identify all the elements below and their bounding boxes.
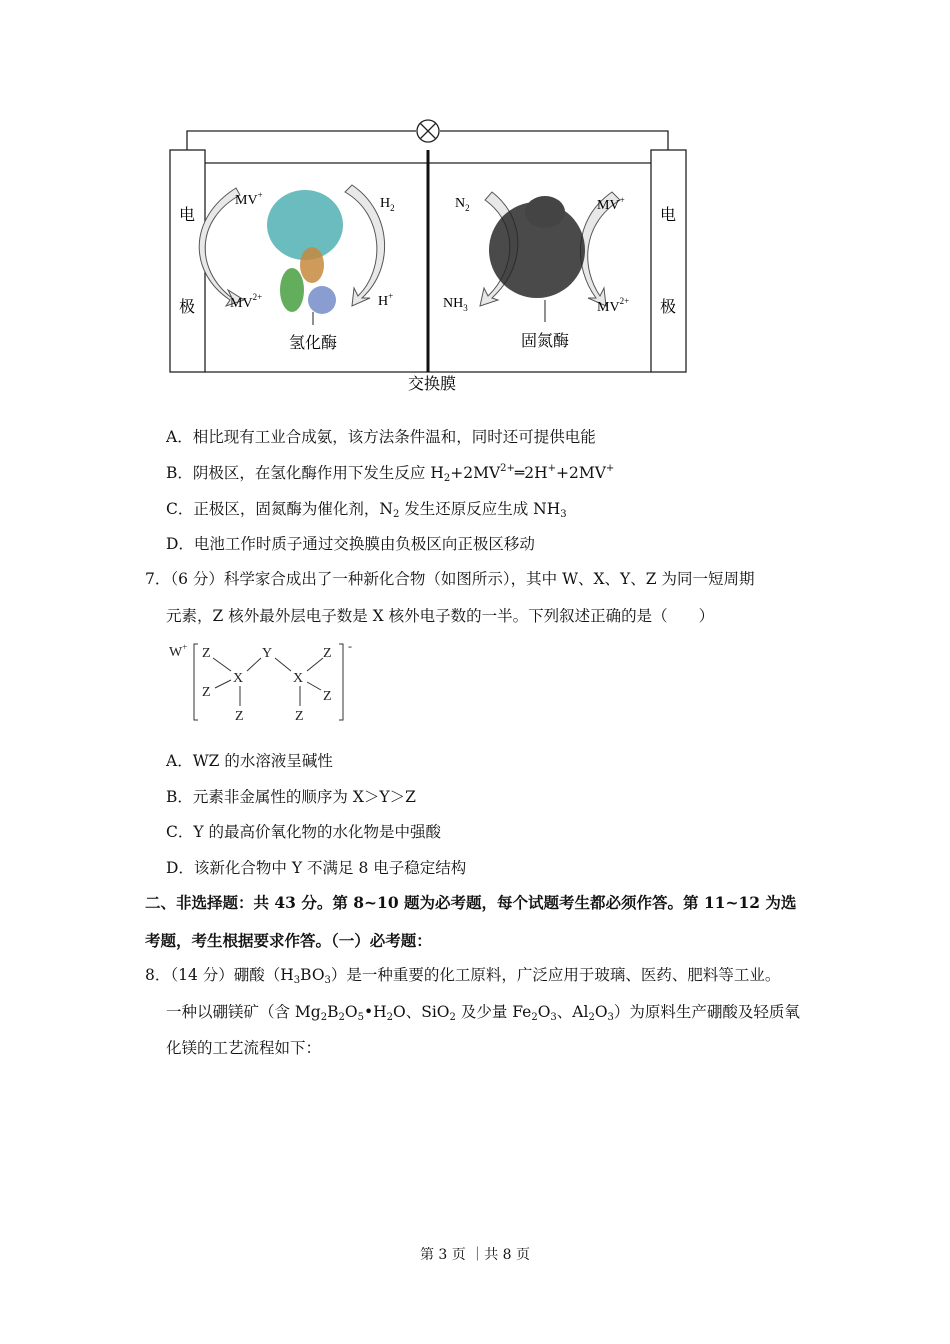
q6-option-d [166, 534, 535, 554]
text-run: D．电池工作时质子通过交换膜由负极区向正极区移动 [166, 535, 535, 553]
q7-option-d [166, 858, 466, 878]
q7-option-b [166, 787, 416, 807]
wire-left [187, 131, 416, 150]
text-run: D．该新化合物中 Y 不满足 8 电子稳定结构 [166, 859, 467, 877]
electrode-left [170, 150, 205, 372]
svg-text:Z: Z [323, 646, 332, 661]
q8-stem-line2 [166, 1002, 800, 1022]
text-run: B．阴极区，在氢化酶作用下发生反应 H [166, 464, 444, 482]
wire-right [440, 131, 668, 150]
page-footer: 第 3 页 ｜共 8 页 [419, 1247, 531, 1263]
text-run: ═2H [514, 464, 548, 482]
electrode-right [651, 150, 686, 372]
subscript: 5 [357, 1012, 364, 1023]
text-run: O、SiO [393, 1003, 450, 1021]
text-run: 发生还原反应生成 NH [399, 500, 561, 518]
subscript: 3 [607, 1012, 614, 1023]
subscript: 3 [550, 1012, 557, 1023]
subscript: 2 [588, 1012, 595, 1023]
svg-text:Z: Z [235, 709, 244, 724]
subscript: 3 [324, 975, 331, 986]
text-run: O [537, 1003, 551, 1021]
label-mv-2plus-right: $MV^{2+}$ [597, 296, 630, 315]
svg-text:Z: Z [202, 685, 211, 700]
text-run: B [327, 1003, 339, 1021]
subscript: 2 [338, 1012, 345, 1023]
label-h2: $H_2$ [380, 196, 395, 213]
hydrogenase-enzyme-image [267, 190, 343, 325]
text-run: O [344, 1003, 358, 1021]
section2-heading-line1 [145, 893, 796, 913]
subscript: 3 [560, 509, 567, 520]
label-mv-plus-right: MV+ [597, 195, 625, 213]
subscript: 2 [449, 1012, 456, 1023]
text-run: BO [300, 966, 325, 984]
svg-text:X: X [293, 671, 304, 686]
text-run: 7．（6 分）科学家合成出了一种新化合物（如图所示），其中 W、X、Y、Z 为同一短周期 [145, 570, 755, 588]
svg-text:Y: Y [262, 646, 273, 661]
superscript: + [547, 463, 556, 474]
subscript: 2 [386, 1012, 394, 1023]
text-run: 一种以硼镁矿（含 Mg [166, 1003, 321, 1021]
text-run: O [594, 1003, 608, 1021]
subscript: 2 [392, 509, 400, 520]
text-run: C．正极区，固氮酶为催化剂，N [166, 500, 393, 518]
hydrogenase-label: 氢化酶 [288, 335, 338, 352]
q8-stem-line1 [145, 965, 780, 985]
membrane-label: 交换膜 [407, 376, 457, 393]
subscript: 2 [443, 473, 451, 484]
label-n2: $N_2$ [455, 196, 470, 213]
svg-text:W+: W+ [169, 642, 188, 660]
svg-text:Z: Z [323, 689, 332, 704]
text-run: ）是一种重要的化工原料，广泛应用于玻璃、医药、肥料等工业。 [330, 966, 781, 984]
superscript: 2+ [500, 463, 515, 474]
text-run: 化镁的工艺流程如下： [166, 1039, 322, 1057]
electrode-left-char2: 极 [178, 299, 196, 316]
text-run: 考题，考生根据要求作答。（一）必考题： [145, 931, 432, 950]
q6-option-a [166, 427, 596, 447]
svg-text:Z: Z [295, 709, 304, 724]
svg-text:X: X [233, 671, 244, 686]
svg-text:-: - [348, 639, 352, 653]
bulb-icon [417, 120, 439, 142]
q7-option-c [166, 822, 441, 842]
text-run: +2MV [556, 464, 606, 482]
text-run: A．WZ 的水溶液呈碱性 [166, 752, 333, 770]
text-run: 二、非选择题：共 43 分。第 8~10 题为必考题，每个试题考生都必须作答。第 11~12 为选 [145, 893, 797, 912]
label-mv-2plus-left: $MV^{2+}$ [230, 292, 263, 311]
text-run: +2MV [450, 464, 501, 482]
text-run: A．相比现有工业合成氨，该方法条件温和，同时还可提供电能 [166, 428, 596, 446]
q6-option-c [166, 499, 567, 519]
text-run: ）为原料生产硼酸及轻质氧 [613, 1003, 800, 1021]
label-nh3: $NH_3$ [443, 296, 468, 313]
text-run: 8．（14 分）硼酸（H [145, 966, 294, 984]
electrode-left-char1: 电 [178, 207, 196, 224]
superscript: + [605, 463, 615, 474]
q8-stem-line3 [166, 1038, 321, 1058]
electrode-right-char1: 电 [659, 207, 677, 224]
nitrogenase-label: 固氮酶 [520, 333, 570, 350]
svg-text:Z: Z [202, 646, 211, 661]
label-h-plus: H+ [378, 291, 394, 309]
text-run: C．Y 的最高价氧化物的水化物是中强酸 [166, 823, 442, 841]
text-run: •H [363, 1003, 387, 1021]
section2-heading-line2 [145, 931, 432, 951]
subscript: 2 [320, 1012, 328, 1023]
battery-diagram [0, 0, 950, 400]
text-run: 、Al [556, 1003, 589, 1021]
subscript: 2 [531, 1012, 538, 1023]
label-mv-plus-left: MV+ [235, 190, 263, 208]
q7-stem-line2 [166, 606, 714, 626]
q7-stem-line1 [145, 569, 754, 589]
electrode-right-char2: 极 [659, 299, 677, 316]
text-run: B．元素非金属性的顺序为 X＞Y＞Z [166, 788, 416, 806]
text-run: 元素，Z 核外最外层电子数是 X 核外电子数的一半。下列叙述正确的是（ ） [166, 607, 715, 625]
subscript: 3 [293, 975, 301, 986]
q7-structure-diagram [165, 638, 365, 728]
q6-option-b [166, 463, 614, 483]
text-run: 及少量 Fe [455, 1003, 532, 1021]
q7-option-a [166, 751, 333, 771]
